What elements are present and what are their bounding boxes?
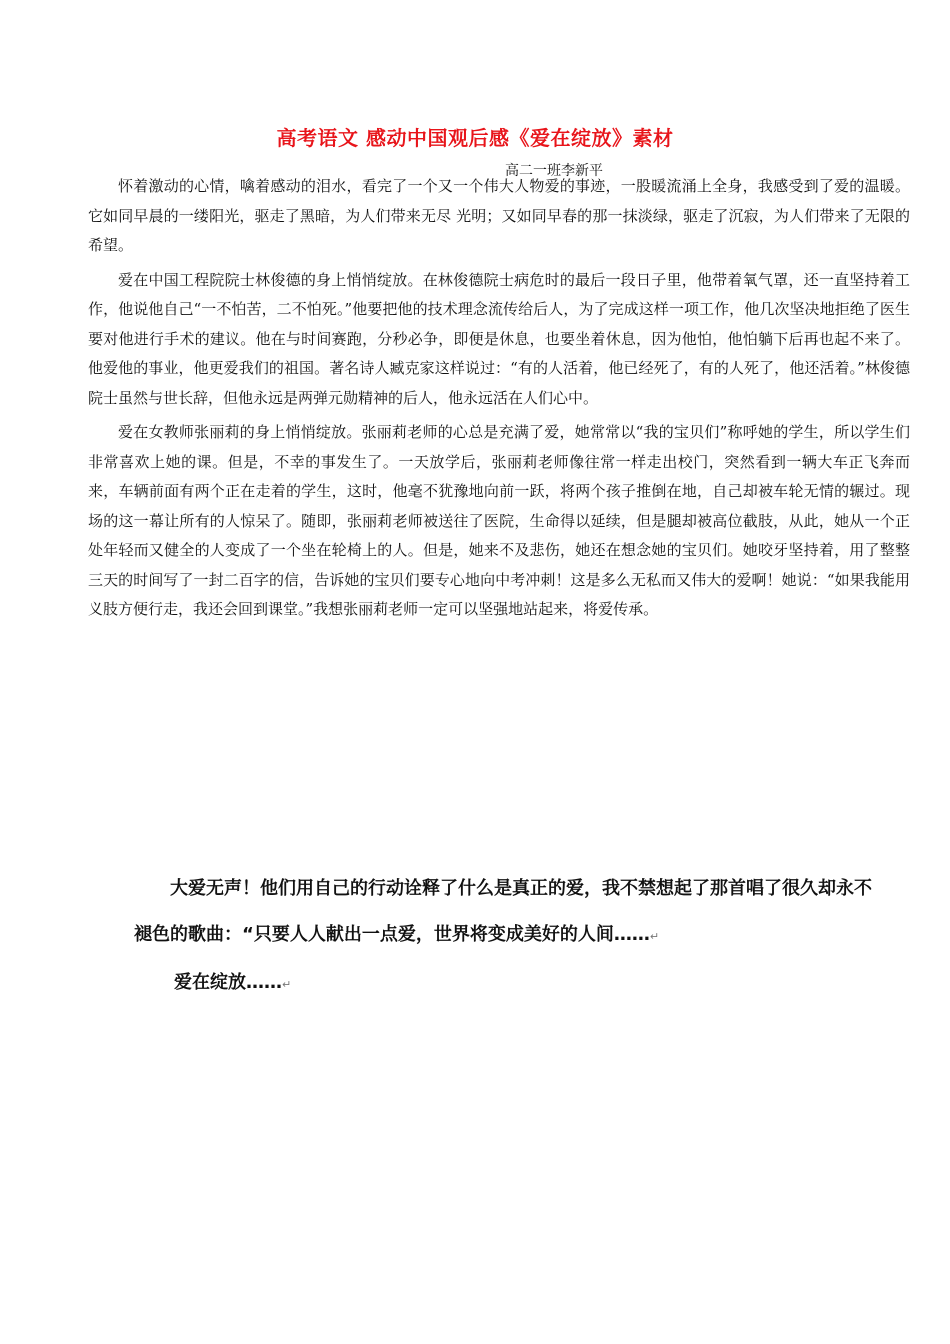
paragraph-intro: 怀着激动的心情，噙着感动的泪水，看完了一个又一个伟大人物爱的事迹，一股暖流涌上全身，我感受到了爱的温暖。它如同早晨的一缕阳光，驱走了黑暗，为人们带来无尽 光明；又如同早春的那一抹淡绿，驱走了沉寂，为人们带来了无限的希望。 xyxy=(88,177,910,254)
closing-section xyxy=(134,866,874,1008)
closing-final-line xyxy=(174,960,874,1008)
paragraph-lin-junde: 爱在中国工程院院士林俊德的身上悄悄绽放。在林俊德院士病危时的最后一段日子里，他带着氧气罩，还一直坚持着工作，他说他自己“一不怕苦，二不怕死。”他要把他的技术理念流传给后人，为了完成这样一项工作，他几次坚决地拒绝了医生要对他进行手术的建议。他在与时间赛跑，分秒必争，即便是休息，也要坐着休息，因为他怕，他怕躺下后再也起不来了。他爱他的事业，他更爱我们的祖国。著名诗人臧克家这样说过：“有的人活着，他已经死了，有的人死了，他还活着。”林俊德院士虽然与世长辞，但他永远是两弹元勋精神的后人，他永远活在人们心中。 xyxy=(88,270,910,407)
paragraph-mark-icon: ↵ xyxy=(282,978,292,991)
closing-text: 大爱无声！他们用自己的行动诠释了什么是真正的爱，我不禁想起了那首唱了很久却永不褪色的歌曲：“只要人人献出一点爱，世界将变成美好的人间…… xyxy=(134,878,872,945)
paragraph-mark-icon: ↵ xyxy=(649,930,660,943)
paragraph-zhang-lili: 爱在女教师张丽莉的身上悄悄绽放。张丽莉老师的心总是充满了爱，她常常以“我的宝贝们”称呼她的学生，所以学生们非常喜欢上她的课。但是，不幸的事发生了。一天放学后，张丽莉老师像往常一样走出校门，突然看到一辆大车正飞奔而来，车辆前面有两个正在走着的学生，这时，他毫不犹豫地向前一跃，将两个孩子推倒在地，自己却被车轮无情的辗过。现场的这一幕让所有的人惊呆了。随即，张丽莉老师被送往了医院，生命得以延续，但是腿却被高位截肢，从此，她从一个正处年轻而又健全的人变成了一个坐在轮椅上的人。但是，她来不及悲伤，她还在想念她的宝贝们。她咬牙坚持着，用了整整三天的时间写了一封二百字的信，告诉她的宝贝们要专心地向中考冲刺！这是多么无私而又伟大的爱啊！她说：“如果我能用义肢方便行走，我还会回到课堂。”我想张丽莉老师一定可以坚强地站起来，将爱传承。 xyxy=(88,423,910,618)
body-text xyxy=(88,172,910,630)
closing-paragraph xyxy=(134,866,874,960)
document-title: 高考语文 感动中国观后感《爱在绽放》素材 xyxy=(276,126,674,150)
closing-final-text: 爱在绽放…… xyxy=(174,972,282,993)
author-line: 高二一班李新平 xyxy=(505,163,603,179)
